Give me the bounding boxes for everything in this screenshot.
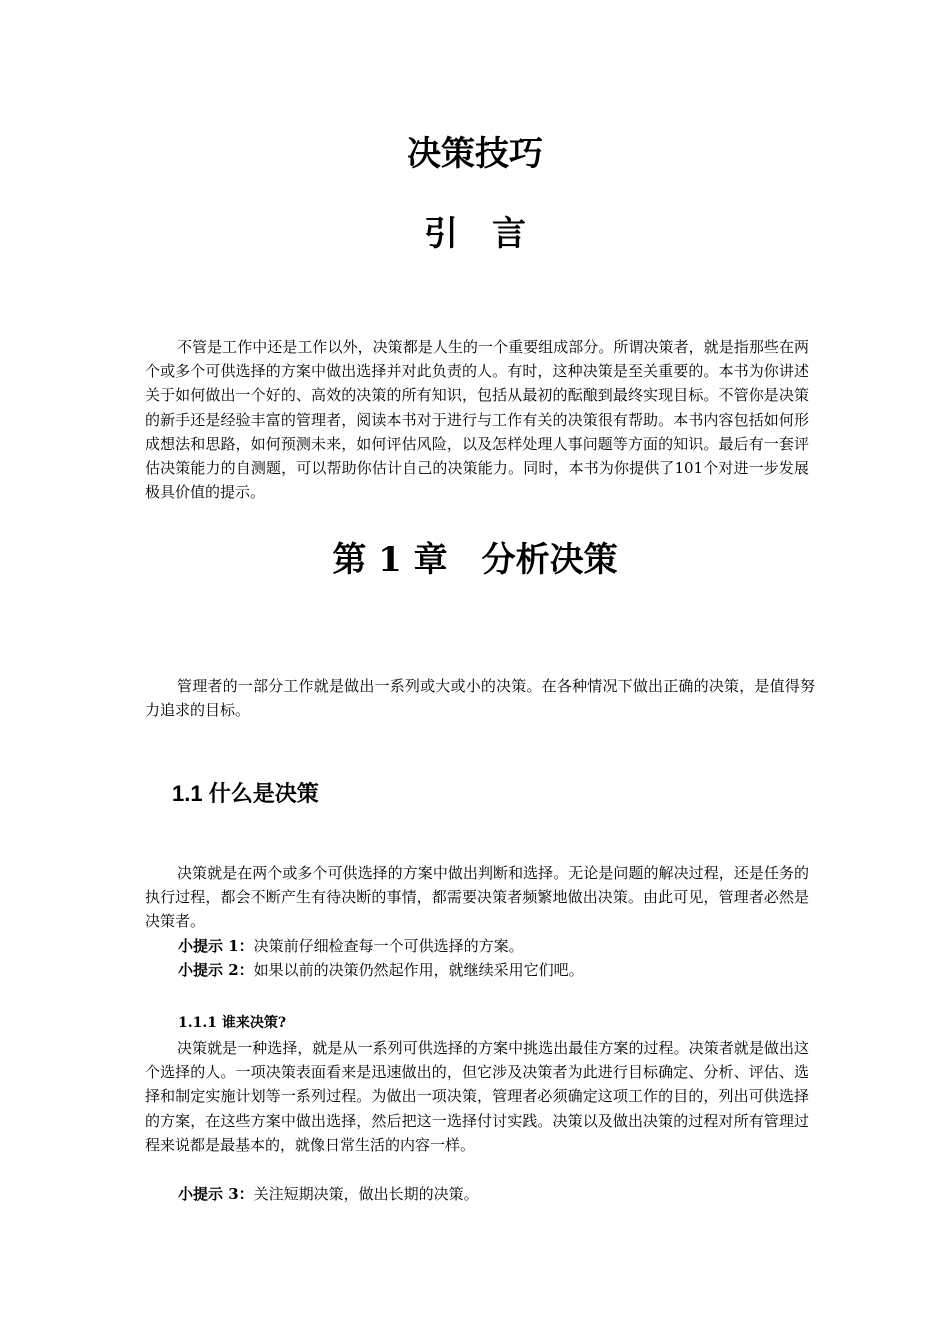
subsection-heading: 1.1.1 谁来决策? (178, 1015, 287, 1031)
chapter-title: 第 1 章 分析决策 (332, 540, 618, 580)
section-heading: 1.1 什么是决策 (172, 781, 319, 806)
tip-1-text: 决策前仔细检查每一个可供选择的方案。 (253, 937, 524, 955)
intro-paragraph: 不管是工作中还是工作以外，决策都是人生的一个重要组成部分。所谓决策者，就是指那些在两个或多个可供选择的方案中做出选择并对此负责的人。有时，这种决策是至关重要的。本书为你讲述关于如何做出一个好的、高效的决策的所有知识，包括从最初的酝酿到最终实现目标。不管你是决策的新手还是经验丰富的管理者，阅读本书对于进行与工作有关的决策很有帮助。本书内容包括如何形成想法和思路，如何预测未来，如何评估风险，以及怎样处理人事问题等方面的知识。最后有一套评估决策能力的自测题，可以帮助你估计自己的决策能力。同时，本书为你提供了101个对进一步发展极具价值的提示。 (145, 338, 809, 502)
tip-3 (178, 1182, 479, 1206)
chapter-paragraph: 管理者的一部分工作就是做出一系列或大或小的决策。在各种情况下做出正确的决策，是值得努力追求的目标。 (145, 677, 815, 720)
intro-heading: 引言 (424, 214, 560, 254)
tip-2-text: 如果以前的决策仍然起作用，就继续采用它们吧。 (253, 961, 584, 979)
subsection-paragraph: 决策就是一种选择，就是从一系列可供选择的方案中挑选出最佳方案的过程。决策者就是做出这个选择的人。一项决策表面看来是迅速做出的，但它涉及决策者为此进行目标确定、分析、评估、选择和制定实施计划等一系列过程。为做出一项决策，管理者必须确定这项工作的目的，列出可供选择的方案，在这些方案中做出选择，然后把这一选择付讨实践。决策以及做出决策的过程对所有管理过程来说都是最基本的，就像日常生活的内容一样。 (145, 1039, 809, 1154)
tip-2-label: 小提示 2： (178, 961, 254, 979)
document-title: 决策技巧 (407, 134, 543, 174)
tip-1 (178, 934, 524, 958)
tip-3-text: 关注短期决策，做出长期的决策。 (253, 1185, 479, 1203)
tip-1-label: 小提示 1： (178, 937, 254, 955)
section-paragraph: 决策就是在两个或多个可供选择的方案中做出判断和选择。无论是问题的解决过程，还是任务的执行过程，都会不断产生有待决断的事情，都需要决策者频繁地做出决策。由此可见，管理者必然是决策者。 (145, 864, 809, 931)
tip-2 (178, 958, 584, 982)
tip-3-label: 小提示 3： (178, 1185, 254, 1203)
